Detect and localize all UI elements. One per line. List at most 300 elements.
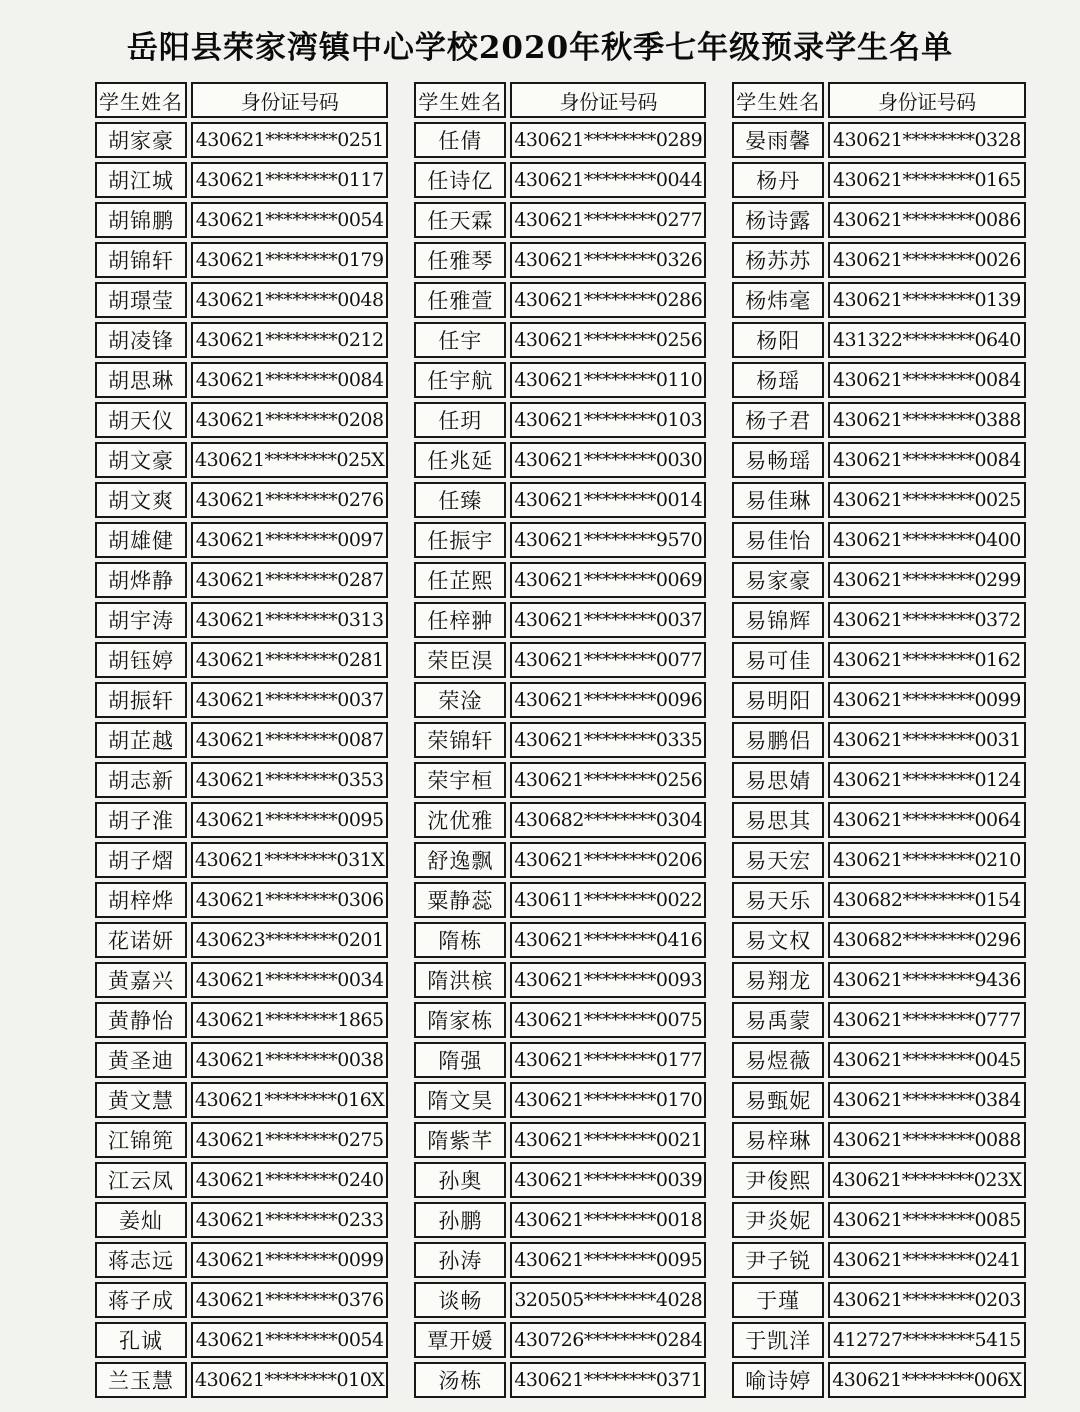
student-name-cell: 谈畅 bbox=[414, 1282, 506, 1318]
table-row bbox=[732, 322, 1025, 358]
student-name-cell: 杨瑶 bbox=[732, 362, 824, 398]
student-name-cell: 易佳怡 bbox=[732, 522, 824, 558]
student-id-cell: 430621********0038 bbox=[191, 1042, 388, 1078]
student-name-cell: 蒋志远 bbox=[95, 1242, 187, 1278]
tables-row bbox=[91, 78, 1030, 1402]
student-id-cell: 430621********0286 bbox=[510, 282, 706, 318]
table-row bbox=[95, 962, 388, 998]
student-name-cell: 隋栋 bbox=[414, 922, 506, 958]
table-row bbox=[732, 562, 1025, 598]
table-row bbox=[732, 1362, 1025, 1398]
student-id-cell: 430621********0084 bbox=[828, 442, 1025, 478]
table-row bbox=[414, 1322, 706, 1358]
table-row bbox=[732, 1042, 1025, 1078]
table-row bbox=[95, 1082, 388, 1118]
student-id-cell: 430621********0233 bbox=[191, 1202, 388, 1238]
student-id-cell: 320505********4028 bbox=[510, 1282, 706, 1318]
table-row bbox=[732, 882, 1025, 918]
table-row bbox=[95, 1002, 388, 1038]
student-name-cell: 江云凤 bbox=[95, 1162, 187, 1198]
table-row bbox=[95, 402, 388, 438]
student-name-cell: 任玥 bbox=[414, 402, 506, 438]
student-name-cell: 尹俊熙 bbox=[732, 1162, 824, 1198]
header-row bbox=[414, 82, 706, 118]
student-id-cell: 430621********0048 bbox=[191, 282, 388, 318]
table-row bbox=[95, 282, 388, 318]
student-id-cell: 430621********006X bbox=[828, 1362, 1025, 1398]
student-name-cell: 舒逸飘 bbox=[414, 842, 506, 878]
student-name-cell: 任雅琴 bbox=[414, 242, 506, 278]
student-name-cell: 隋洪槟 bbox=[414, 962, 506, 998]
student-id-cell: 430621********9570 bbox=[510, 522, 706, 558]
student-name-cell: 胡文豪 bbox=[95, 442, 187, 478]
student-id-cell: 430621********0054 bbox=[191, 1322, 388, 1358]
student-name-cell: 任梓翀 bbox=[414, 602, 506, 638]
table-row bbox=[95, 1362, 388, 1398]
student-name-cell: 杨阳 bbox=[732, 322, 824, 358]
student-name-cell: 胡烨静 bbox=[95, 562, 187, 598]
student-id-cell: 430621********0124 bbox=[828, 762, 1025, 798]
header-row bbox=[732, 82, 1025, 118]
table-row bbox=[732, 962, 1025, 998]
student-id-cell: 430621********0372 bbox=[828, 602, 1025, 638]
student-id-cell: 430621********0087 bbox=[191, 722, 388, 758]
student-name-cell: 易文权 bbox=[732, 922, 824, 958]
student-name-cell: 易甄妮 bbox=[732, 1082, 824, 1118]
table-row bbox=[95, 1322, 388, 1358]
table-row bbox=[95, 482, 388, 518]
student-id-cell: 430621********0110 bbox=[510, 362, 706, 398]
table-row bbox=[95, 802, 388, 838]
student-id-cell: 430621********0276 bbox=[191, 482, 388, 518]
student-id-cell: 430621********9436 bbox=[828, 962, 1025, 998]
table-row bbox=[414, 442, 706, 478]
student-name-cell: 隋强 bbox=[414, 1042, 506, 1078]
student-id-cell: 430682********0296 bbox=[828, 922, 1025, 958]
table-row bbox=[414, 1202, 706, 1238]
table-row bbox=[732, 202, 1025, 238]
student-name-cell: 任宇航 bbox=[414, 362, 506, 398]
table-row bbox=[95, 1242, 388, 1278]
student-name-cell: 易天乐 bbox=[732, 882, 824, 918]
student-id-cell: 430621********016X bbox=[191, 1082, 388, 1118]
table-row bbox=[95, 122, 388, 158]
student-name-cell: 杨炜毫 bbox=[732, 282, 824, 318]
student-id-cell: 430621********0326 bbox=[510, 242, 706, 278]
student-name-cell: 黄圣迪 bbox=[95, 1042, 187, 1078]
student-id-cell: 430621********0093 bbox=[510, 962, 706, 998]
student-name-cell: 任兆延 bbox=[414, 442, 506, 478]
student-id-cell: 430621********0014 bbox=[510, 482, 706, 518]
student-id-cell: 430621********0179 bbox=[191, 242, 388, 278]
table-row bbox=[414, 1282, 706, 1318]
table-row bbox=[414, 922, 706, 958]
student-id-cell: 430621********0139 bbox=[828, 282, 1025, 318]
student-name-cell: 沈优雅 bbox=[414, 802, 506, 838]
student-table-middle bbox=[410, 78, 710, 1402]
student-name-cell: 杨诗露 bbox=[732, 202, 824, 238]
table-row bbox=[414, 1242, 706, 1278]
student-name-cell: 易梓琳 bbox=[732, 1122, 824, 1158]
student-id-cell: 430621********0210 bbox=[828, 842, 1025, 878]
student-id-cell: 430621********0097 bbox=[191, 522, 388, 558]
table-row bbox=[732, 1282, 1025, 1318]
student-name-cell: 易翔龙 bbox=[732, 962, 824, 998]
student-id-cell: 430621********0177 bbox=[510, 1042, 706, 1078]
student-id-cell: 430621********0299 bbox=[828, 562, 1025, 598]
table-row bbox=[95, 1282, 388, 1318]
student-name-cell: 易禹蒙 bbox=[732, 1002, 824, 1038]
student-name-cell: 任振宇 bbox=[414, 522, 506, 558]
student-name-cell: 易煜薇 bbox=[732, 1042, 824, 1078]
table-row bbox=[732, 1242, 1025, 1278]
table-row bbox=[414, 122, 706, 158]
student-name-cell: 任芷熙 bbox=[414, 562, 506, 598]
table-row bbox=[732, 762, 1025, 798]
table-row bbox=[732, 242, 1025, 278]
student-id-cell: 430621********0287 bbox=[191, 562, 388, 598]
table-row bbox=[95, 162, 388, 198]
student-id-cell: 430621********0096 bbox=[510, 682, 706, 718]
student-id-cell: 430621********031X bbox=[191, 842, 388, 878]
student-id-cell: 430621********0170 bbox=[510, 1082, 706, 1118]
student-id-cell: 430621********0103 bbox=[510, 402, 706, 438]
table-row bbox=[414, 242, 706, 278]
student-name-cell: 胡锦鹏 bbox=[95, 202, 187, 238]
student-id-cell: 430621********0095 bbox=[510, 1242, 706, 1278]
table-row bbox=[414, 1002, 706, 1038]
table-row bbox=[414, 842, 706, 878]
student-id-cell: 430621********0064 bbox=[828, 802, 1025, 838]
student-name-cell: 胡志新 bbox=[95, 762, 187, 798]
student-id-cell: 430621********0281 bbox=[191, 642, 388, 678]
student-name-cell: 胡钰婷 bbox=[95, 642, 187, 678]
table-header bbox=[732, 82, 1025, 118]
student-id-cell: 430621********010X bbox=[191, 1362, 388, 1398]
table-row bbox=[95, 922, 388, 958]
student-name-cell: 姜灿 bbox=[95, 1202, 187, 1238]
table-row bbox=[732, 922, 1025, 958]
student-name-cell: 易锦辉 bbox=[732, 602, 824, 638]
table-row bbox=[732, 682, 1025, 718]
table-row bbox=[95, 522, 388, 558]
table-row bbox=[414, 282, 706, 318]
student-name-cell: 黄文慧 bbox=[95, 1082, 187, 1118]
table-row bbox=[414, 762, 706, 798]
table-row bbox=[732, 1082, 1025, 1118]
table-row bbox=[95, 722, 388, 758]
student-id-cell: 430621********0313 bbox=[191, 602, 388, 638]
student-id-cell: 430621********0075 bbox=[510, 1002, 706, 1038]
student-name-cell: 黄嘉兴 bbox=[95, 962, 187, 998]
student-id-cell: 430621********0034 bbox=[191, 962, 388, 998]
column-header-student-name: 学生姓名 bbox=[414, 82, 506, 118]
student-name-cell: 易思婧 bbox=[732, 762, 824, 798]
table-row bbox=[414, 562, 706, 598]
student-id-cell: 430621********023X bbox=[828, 1162, 1025, 1198]
student-id-cell: 430621********0371 bbox=[510, 1362, 706, 1398]
student-id-cell: 430621********0018 bbox=[510, 1202, 706, 1238]
student-name-cell: 孙涛 bbox=[414, 1242, 506, 1278]
student-name-cell: 易鹏侣 bbox=[732, 722, 824, 758]
student-name-cell: 胡梓烨 bbox=[95, 882, 187, 918]
student-name-cell: 易天宏 bbox=[732, 842, 824, 878]
student-id-cell: 430621********0208 bbox=[191, 402, 388, 438]
student-id-cell: 430621********0045 bbox=[828, 1042, 1025, 1078]
table-row bbox=[414, 402, 706, 438]
student-id-cell: 430621********0088 bbox=[828, 1122, 1025, 1158]
student-id-cell: 430621********0037 bbox=[191, 682, 388, 718]
table-body bbox=[732, 122, 1025, 1398]
student-id-cell: 430621********0275 bbox=[191, 1122, 388, 1158]
table-row bbox=[732, 1322, 1025, 1358]
student-id-cell: 430621********0256 bbox=[510, 322, 706, 358]
table-row bbox=[414, 642, 706, 678]
table-row bbox=[414, 1082, 706, 1118]
student-table-left bbox=[91, 78, 392, 1402]
student-name-cell: 任倩 bbox=[414, 122, 506, 158]
table-row bbox=[95, 322, 388, 358]
student-id-cell: 430621********0306 bbox=[191, 882, 388, 918]
student-name-cell: 于瑾 bbox=[732, 1282, 824, 1318]
student-name-cell: 胡思琳 bbox=[95, 362, 187, 398]
student-id-cell: 430621********0162 bbox=[828, 642, 1025, 678]
student-name-cell: 尹子锐 bbox=[732, 1242, 824, 1278]
table-row bbox=[732, 642, 1025, 678]
student-name-cell: 荣臣淏 bbox=[414, 642, 506, 678]
student-id-cell: 430621********0241 bbox=[828, 1242, 1025, 1278]
student-name-cell: 杨子君 bbox=[732, 402, 824, 438]
table-row bbox=[732, 162, 1025, 198]
student-name-cell: 任宇 bbox=[414, 322, 506, 358]
student-name-cell: 易家豪 bbox=[732, 562, 824, 598]
student-id-cell: 430621********0335 bbox=[510, 722, 706, 758]
student-name-cell: 黄静怡 bbox=[95, 1002, 187, 1038]
student-name-cell: 孙奥 bbox=[414, 1162, 506, 1198]
table-row bbox=[414, 722, 706, 758]
table-row bbox=[414, 522, 706, 558]
table-row bbox=[732, 522, 1025, 558]
page-title: 岳阳县荣家湾镇中心学校2020年秋季七年级预录学生名单 bbox=[126, 30, 954, 66]
student-name-cell: 胡文爽 bbox=[95, 482, 187, 518]
student-name-cell: 荣宇桓 bbox=[414, 762, 506, 798]
table-row bbox=[732, 402, 1025, 438]
student-name-cell: 隋紫芊 bbox=[414, 1122, 506, 1158]
table-row bbox=[414, 802, 706, 838]
student-name-cell: 覃开媛 bbox=[414, 1322, 506, 1358]
student-name-cell: 易佳琳 bbox=[732, 482, 824, 518]
student-id-cell: 430621********0328 bbox=[828, 122, 1025, 158]
student-name-cell: 杨丹 bbox=[732, 162, 824, 198]
student-name-cell: 易明阳 bbox=[732, 682, 824, 718]
student-id-cell: 430621********0256 bbox=[510, 762, 706, 798]
student-name-cell: 孔诚 bbox=[95, 1322, 187, 1358]
student-id-cell: 430621********0384 bbox=[828, 1082, 1025, 1118]
student-name-cell: 胡锦轩 bbox=[95, 242, 187, 278]
table-row bbox=[732, 362, 1025, 398]
student-id-cell: 430621********0084 bbox=[828, 362, 1025, 398]
table-row bbox=[414, 602, 706, 638]
student-id-cell: 430621********0084 bbox=[191, 362, 388, 398]
table-row bbox=[95, 682, 388, 718]
table-row bbox=[732, 282, 1025, 318]
student-id-cell: 430621********0021 bbox=[510, 1122, 706, 1158]
student-name-cell: 胡凌锋 bbox=[95, 322, 187, 358]
student-id-cell: 430621********0099 bbox=[828, 682, 1025, 718]
student-name-cell: 花诺妍 bbox=[95, 922, 187, 958]
student-id-cell: 430621********0030 bbox=[510, 442, 706, 478]
student-id-cell: 430621********0251 bbox=[191, 122, 388, 158]
column-header-student-name: 学生姓名 bbox=[95, 82, 187, 118]
student-name-cell: 荣锦轩 bbox=[414, 722, 506, 758]
student-name-cell: 易可佳 bbox=[732, 642, 824, 678]
student-id-cell: 430621********0206 bbox=[510, 842, 706, 878]
student-id-cell: 430621********0203 bbox=[828, 1282, 1025, 1318]
table-row bbox=[95, 642, 388, 678]
table-row bbox=[732, 482, 1025, 518]
table-row bbox=[414, 682, 706, 718]
student-name-cell: 胡家豪 bbox=[95, 122, 187, 158]
table-row bbox=[732, 722, 1025, 758]
table-row bbox=[414, 1362, 706, 1398]
table-row bbox=[95, 202, 388, 238]
table-row bbox=[95, 762, 388, 798]
table-row bbox=[732, 442, 1025, 478]
student-name-cell: 胡子淮 bbox=[95, 802, 187, 838]
table-row bbox=[732, 1002, 1025, 1038]
table-header bbox=[414, 82, 706, 118]
student-id-cell: 430621********025X bbox=[191, 442, 388, 478]
student-name-cell: 胡江城 bbox=[95, 162, 187, 198]
table-row bbox=[95, 602, 388, 638]
student-name-cell: 尹炎妮 bbox=[732, 1202, 824, 1238]
student-name-cell: 江锦篼 bbox=[95, 1122, 187, 1158]
table-row bbox=[95, 1042, 388, 1078]
student-id-cell: 430621********0069 bbox=[510, 562, 706, 598]
student-id-cell: 430621********0054 bbox=[191, 202, 388, 238]
table-row bbox=[732, 1162, 1025, 1198]
student-id-cell: 430621********0077 bbox=[510, 642, 706, 678]
student-name-cell: 胡雄健 bbox=[95, 522, 187, 558]
table-row bbox=[95, 442, 388, 478]
student-id-cell: 430621********0025 bbox=[828, 482, 1025, 518]
student-name-cell: 胡天仪 bbox=[95, 402, 187, 438]
student-id-cell: 430621********0117 bbox=[191, 162, 388, 198]
student-id-cell: 430621********0044 bbox=[510, 162, 706, 198]
table-row bbox=[732, 842, 1025, 878]
student-id-cell: 412727********5415 bbox=[828, 1322, 1025, 1358]
student-name-cell: 隋文昊 bbox=[414, 1082, 506, 1118]
student-table-right bbox=[728, 78, 1029, 1402]
table-row bbox=[95, 882, 388, 918]
student-id-cell: 430621********0026 bbox=[828, 242, 1025, 278]
student-name-cell: 易畅瑶 bbox=[732, 442, 824, 478]
student-name-cell: 荣淦 bbox=[414, 682, 506, 718]
student-name-cell: 胡芷越 bbox=[95, 722, 187, 758]
student-id-cell: 430621********0212 bbox=[191, 322, 388, 358]
table-row bbox=[95, 242, 388, 278]
table-body bbox=[414, 122, 706, 1398]
student-name-cell: 任天霖 bbox=[414, 202, 506, 238]
student-name-cell: 蒋子成 bbox=[95, 1282, 187, 1318]
student-name-cell: 胡璟莹 bbox=[95, 282, 187, 318]
table-row bbox=[732, 602, 1025, 638]
student-id-cell: 430726********0284 bbox=[510, 1322, 706, 1358]
column-header-id-number: 身份证号码 bbox=[828, 82, 1025, 118]
student-name-cell: 于凯洋 bbox=[732, 1322, 824, 1358]
header-row bbox=[95, 82, 388, 118]
student-id-cell: 430621********0085 bbox=[828, 1202, 1025, 1238]
table-row bbox=[95, 562, 388, 598]
table-row bbox=[414, 202, 706, 238]
student-name-cell: 粟静蕊 bbox=[414, 882, 506, 918]
table-row bbox=[414, 482, 706, 518]
student-id-cell: 430621********0240 bbox=[191, 1162, 388, 1198]
student-name-cell: 兰玉慧 bbox=[95, 1362, 187, 1398]
student-name-cell: 易思其 bbox=[732, 802, 824, 838]
column-header-id-number: 身份证号码 bbox=[510, 82, 706, 118]
student-id-cell: 430623********0201 bbox=[191, 922, 388, 958]
student-name-cell: 汤栋 bbox=[414, 1362, 506, 1398]
student-name-cell: 胡振轩 bbox=[95, 682, 187, 718]
student-id-cell: 430621********0388 bbox=[828, 402, 1025, 438]
table-row bbox=[414, 1162, 706, 1198]
column-header-student-name: 学生姓名 bbox=[732, 82, 824, 118]
student-id-cell: 430621********0165 bbox=[828, 162, 1025, 198]
student-id-cell: 430682********0304 bbox=[510, 802, 706, 838]
column-header-id-number: 身份证号码 bbox=[191, 82, 388, 118]
student-id-cell: 430621********0086 bbox=[828, 202, 1025, 238]
table-row bbox=[414, 162, 706, 198]
student-id-cell: 430621********0031 bbox=[828, 722, 1025, 758]
student-id-cell: 430621********0777 bbox=[828, 1002, 1025, 1038]
student-id-cell: 430621********1865 bbox=[191, 1002, 388, 1038]
table-row bbox=[95, 842, 388, 878]
student-name-cell: 任雅萱 bbox=[414, 282, 506, 318]
student-id-cell: 430682********0154 bbox=[828, 882, 1025, 918]
table-row bbox=[95, 1162, 388, 1198]
table-body bbox=[95, 122, 388, 1398]
student-name-cell: 隋家栋 bbox=[414, 1002, 506, 1038]
student-id-cell: 430621********0400 bbox=[828, 522, 1025, 558]
student-name-cell: 任臻 bbox=[414, 482, 506, 518]
student-id-cell: 430621********0289 bbox=[510, 122, 706, 158]
table-row bbox=[95, 1122, 388, 1158]
table-row bbox=[95, 362, 388, 398]
table-row bbox=[414, 962, 706, 998]
table-row bbox=[414, 1122, 706, 1158]
student-name-cell: 胡子熠 bbox=[95, 842, 187, 878]
student-id-cell: 430621********0376 bbox=[191, 1282, 388, 1318]
student-id-cell: 430621********0039 bbox=[510, 1162, 706, 1198]
student-name-cell: 晏雨馨 bbox=[732, 122, 824, 158]
student-name-cell: 喻诗婷 bbox=[732, 1362, 824, 1398]
table-row bbox=[414, 882, 706, 918]
table-row bbox=[95, 1202, 388, 1238]
student-id-cell: 430621********0277 bbox=[510, 202, 706, 238]
student-id-cell: 430621********0037 bbox=[510, 602, 706, 638]
table-row bbox=[414, 1042, 706, 1078]
table-row bbox=[414, 322, 706, 358]
student-name-cell: 胡宇涛 bbox=[95, 602, 187, 638]
student-id-cell: 431322********0640 bbox=[828, 322, 1025, 358]
table-row bbox=[732, 1202, 1025, 1238]
student-id-cell: 430621********0353 bbox=[191, 762, 388, 798]
table-row bbox=[732, 1122, 1025, 1158]
student-id-cell: 430621********0099 bbox=[191, 1242, 388, 1278]
student-id-cell: 430621********0416 bbox=[510, 922, 706, 958]
student-id-cell: 430621********0095 bbox=[191, 802, 388, 838]
